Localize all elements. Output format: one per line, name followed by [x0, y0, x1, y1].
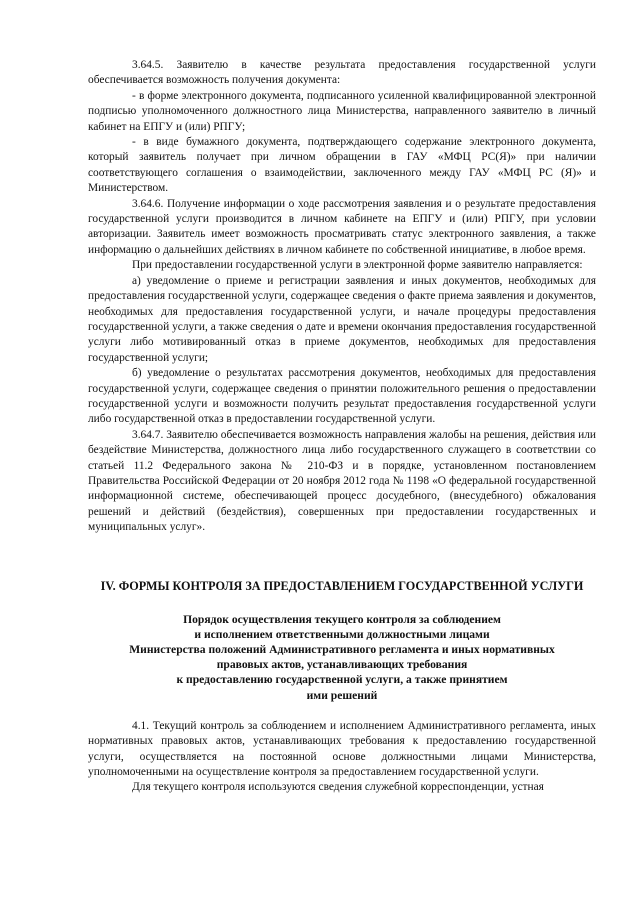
subtitle-line: правовых актов, устанавливающих требования — [216, 658, 468, 672]
paragraph-3-64-6: 3.64.6. Получение информации о ходе рассмотрения заявления и о результате предоставления государственной услуги производится в личном кабинете на ЕПГУ и (или) РПГУ, при условии авторизации. Заявитель имеет возможность просматривать статус электронного заявления, а также информацию о дальнейших действиях в личном кабинете по собственной инициативе, в любое время. — [88, 197, 596, 256]
subtitle-line: к предоставлению государственной услуги, а также принятием — [176, 673, 508, 687]
paragraph-electronic-form-intro: При предоставлении государственной услуги в электронной форме заявителю направляется: — [132, 259, 583, 272]
subtitle-line: ими решений — [306, 688, 378, 702]
section-spacer — [88, 536, 596, 552]
paragraph-paper-document: - в виде бумажного документа, подтверждающего содержание электронного документа, который заявитель получает при личном обращении в ГАУ «МФЦ РС(Я)» при наличии соответствующего соглашения о взаимодействии, заключенного между ГАУ «МФЦ РС (Я)» и Министерством. — [88, 136, 596, 195]
paragraph-current-control-sources: Для текущего контроля используются сведения служебной корреспонденции, устная — [132, 781, 544, 794]
subtitle-line: Порядок осуществления текущего контроля за соблюдением — [183, 612, 501, 626]
section-subtitle — [88, 612, 596, 703]
paragraph-electronic-document: - в форме электронного документа, подписанного усиленной квалифицированной электронной подписью уполномоченного должностного лица Министерства, направленного заявителю в личный кабинет на ЕПГУ и (или) РПГУ; — [88, 89, 596, 133]
paragraph-notification-a: а) уведомление о приеме и регистрации заявления и иных документов, необходимых для предоставления государственной услуги, содержащее сведения о факте приема заявления и документов, необходимых для предоставления государственной услуги, и начале процедуры предоставления государственной услуги, а также сведения о дате и времени окончания предоставления государственной услуги либо мотивированный отказ в приеме документов, необходимых для предоставления государственной услуги; — [88, 274, 596, 364]
paragraph-4-1: 4.1. Текущий контроль за соблюдением и исполнением Административного регламента, иных нормативных правовых актов, устанавливающих требования к предоставлению государственной услуги, осуществляется на постоянной основе должностными лицами Министерства, уполномоченными на осуществление контроля за предоставлением государственной услуги. — [88, 719, 596, 779]
paragraph-3-64-5: 3.64.5. Заявителю в качестве результата предоставления государственной услуги обеспечивается возможность получения документа: — [88, 59, 596, 87]
subtitle-line: Министерства положений Административного регламента и иных нормативных — [129, 643, 555, 656]
section-title: IV. ФОРМЫ КОНТРОЛЯ ЗА ПРЕДОСТАВЛЕНИЕМ ГОСУДАРСТВЕННОЙ УСЛУГИ — [100, 578, 584, 593]
subtitle-line: и исполнением ответственными должностными лицами — [194, 627, 490, 641]
paragraph-notification-b: б) уведомление о результатах рассмотрения документов, необходимых для предоставления государственной услуги, содержащее сведения о принятии положительного решения о предоставлении государственной услуги и возможности получить результат предоставления государственной услуги либо государственной отказ в предоставлении государственной услуги. — [88, 367, 596, 426]
subtitle-spacer — [88, 703, 596, 719]
paragraph-3-64-7: 3.64.7. Заявителю обеспечивается возможность направления жалобы на решения, действия или бездействие Министерства, должностного лица либо государственного служащего в соответствии со статьей 11.2 Федерального закона № 210-ФЗ и в порядке, установленном постановлением Правительства Российской Федерации от 20 ноября 2012 года № 1198 «О федеральной государственной информационной системе, обеспечивающей процесс досудебного, (внесудебного) обжалования решений и действий (бездействия), совершенных при предоставлении государственных и муниципальных услуг». — [88, 428, 596, 534]
